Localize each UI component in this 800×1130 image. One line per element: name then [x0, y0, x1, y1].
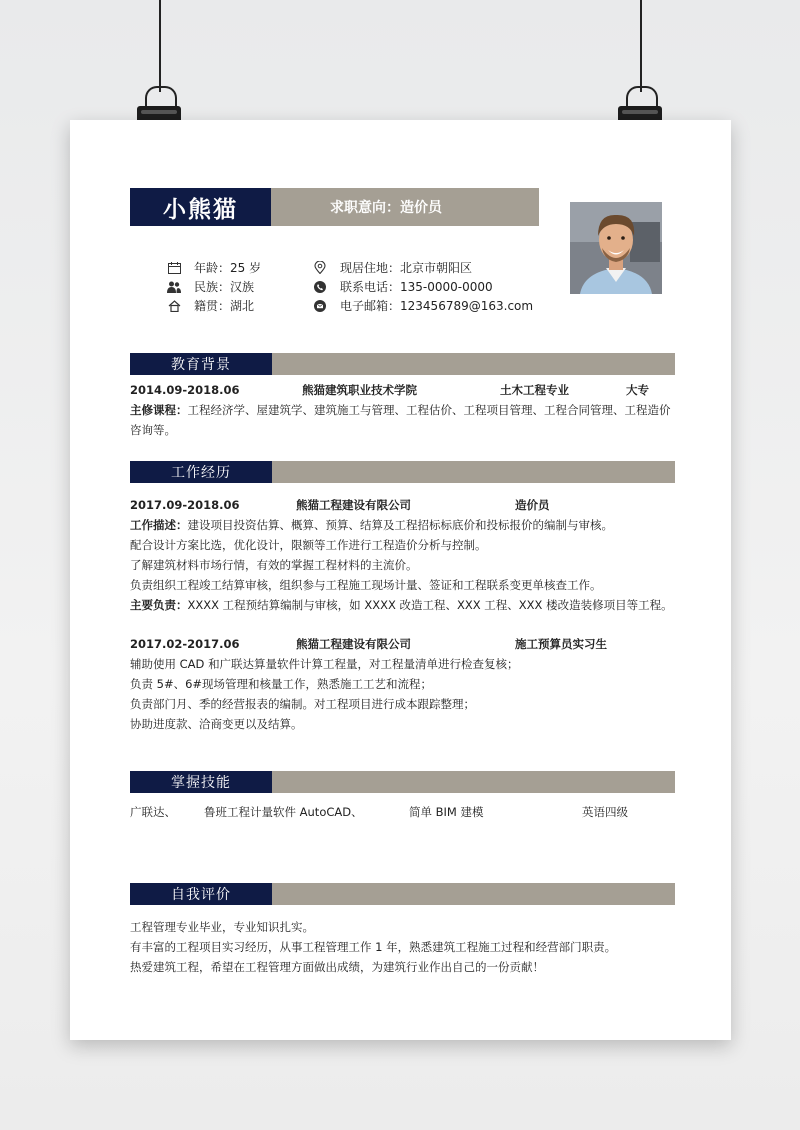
age-label: 年龄： — [194, 261, 231, 275]
section-bar — [272, 883, 675, 905]
work-title: 工作经历 — [130, 461, 272, 483]
residence-value: 北京市朝阳区 — [400, 261, 473, 275]
location-icon — [312, 261, 328, 275]
info-phone — [312, 277, 533, 296]
basic-info-right — [312, 258, 533, 315]
ethnicity-value: 汉族 — [230, 280, 255, 294]
info-ethnicity — [166, 277, 261, 296]
job1-main-line — [130, 595, 673, 615]
section-bar — [272, 771, 675, 793]
info-hometown — [166, 296, 261, 315]
section-bar — [272, 353, 675, 375]
self-eval-line: 热爱建筑工程，希望在工程管理方面做出成绩，为建筑行业作出自己的一份贡献！ — [130, 960, 544, 974]
skill-item: 英语四级 — [582, 805, 628, 819]
age-value: 25 岁 — [230, 261, 262, 275]
edu-courses — [130, 400, 678, 440]
edu-degree: 大专 — [626, 383, 649, 397]
section-header-education — [130, 353, 675, 375]
job1-desc-line — [130, 515, 673, 535]
job2-position: 施工预算员实习生 — [515, 637, 607, 651]
section-bar — [272, 461, 675, 483]
intent-label: 求职意向： — [330, 200, 400, 216]
self-eval-line: 有丰富的工程项目实习经历，从事工程管理工作 1 年，熟悉建筑工程施工过程和经营部门职责。 — [130, 940, 617, 954]
hometown-label: 籍贯： — [194, 299, 231, 313]
skills-title: 掌握技能 — [130, 771, 272, 793]
profile-photo — [570, 202, 662, 294]
resume-paper — [70, 120, 731, 1040]
desc-first: 建设项目投资估算、概算、预算、结算及工程招标标底价和投标报价的编制与审核。 — [187, 518, 613, 532]
self-eval-body — [130, 917, 616, 977]
residence-label: 现居住地： — [340, 261, 401, 275]
job1-details — [130, 515, 673, 615]
self-eval-title: 自我评价 — [130, 883, 272, 905]
edu-school: 熊猫建筑职业技术学院 — [302, 383, 417, 397]
phone-icon — [312, 280, 328, 294]
candidate-name: 小熊猫 — [163, 196, 238, 223]
job2-period: 2017.02-2017.06 — [130, 637, 240, 651]
main-text: XXXX 工程预结算编制与审核，如 XXXX 改造工程、XXX 工程、XXX 楼改造装修项目等工程。 — [187, 598, 673, 612]
email-icon — [312, 299, 328, 313]
job2-details — [130, 654, 519, 734]
job2-line: 负责部门月、季的经营报表的编制。对工程项目进行成本跟踪整理； — [130, 697, 475, 711]
name-box — [130, 188, 271, 226]
hometown-value: 湖北 — [230, 299, 255, 313]
edu-major: 土木工程专业 — [500, 383, 569, 397]
skill-item: 广联达、 — [130, 805, 176, 819]
job2-company: 熊猫工程建设有限公司 — [296, 637, 411, 651]
job1-line: 了解建筑材料市场行情，有效的掌握工程材料的主流价。 — [130, 558, 418, 572]
section-header-work — [130, 461, 675, 483]
job1-line: 负责组织工程竣工结算审核，组织参与工程施工现场计量、签证和工程联系变更单核查工作。 — [130, 578, 602, 592]
courses-text: 工程经济学、屋建筑学、建筑施工与管理、工程估价、工程项目管理、工程合同管理、工程造价咨询等。 — [130, 403, 671, 437]
home-icon — [166, 299, 182, 313]
job2-line: 协助进度款、洽商变更以及结算。 — [130, 717, 303, 731]
skill-item: 鲁班工程计量软件 AutoCAD、 — [204, 805, 363, 819]
hanging-wire-right — [640, 0, 642, 92]
info-age — [166, 258, 261, 277]
job1-line: 配合设计方案比选，优化设计，限额等工作进行工程造价分析与控制。 — [130, 538, 487, 552]
ethnicity-label: 民族： — [194, 280, 231, 294]
skill-item: 简单 BIM 建模 — [409, 805, 484, 819]
education-title: 教育背景 — [130, 353, 272, 375]
courses-label: 主修课程： — [130, 403, 188, 417]
main-label: 主要负责： — [130, 598, 188, 612]
email-value: 123456789@163.com — [400, 298, 534, 313]
section-header-self-eval — [130, 883, 675, 905]
email-label: 电子邮箱： — [340, 299, 401, 313]
intent-value: 造价员 — [400, 200, 442, 216]
job1-position: 造价员 — [515, 498, 550, 512]
job1-company: 熊猫工程建设有限公司 — [296, 498, 411, 512]
people-icon — [166, 280, 182, 294]
calendar-icon — [166, 261, 182, 275]
job-intent-box — [271, 188, 539, 226]
section-header-skills — [130, 771, 675, 793]
phone-value: 135-0000-0000 — [400, 279, 493, 294]
phone-label: 联系电话： — [340, 280, 401, 294]
job1-period: 2017.09-2018.06 — [130, 498, 240, 512]
portrait-illustration — [570, 202, 662, 294]
info-residence — [312, 258, 533, 277]
basic-info-left — [166, 258, 261, 315]
self-eval-line: 工程管理专业毕业，专业知识扎实。 — [130, 920, 314, 934]
info-email — [312, 296, 533, 315]
job2-line: 负责 5#、6#现场管理和核量工作，熟悉施工工艺和流程； — [130, 677, 433, 691]
job2-line: 辅助使用 CAD 和广联达算量软件计算工程量，对工程量清单进行检查复核； — [130, 657, 519, 671]
hanging-wire-left — [159, 0, 161, 92]
edu-period: 2014.09-2018.06 — [130, 383, 240, 397]
desc-label: 工作描述： — [130, 518, 188, 532]
